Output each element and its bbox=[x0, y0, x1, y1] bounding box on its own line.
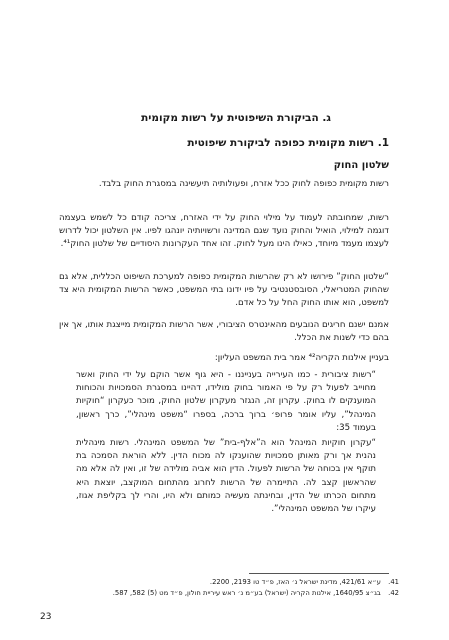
footnote-number: 41. bbox=[388, 578, 399, 586]
footnote-number: 42. bbox=[388, 589, 399, 597]
footnotes bbox=[59, 577, 399, 599]
quote-2: “עקרון חוקיות המינהל הוא ה”אלף-בית” של המשפט המינהלי. רשות מינהלית נהנית אך ורק מאותן סמכויות שהוענקו לה מכוח הדין. ללא הוראת הסמכה בת תוקף אין בכוחה של הרשות לפעול. הדין הוא אביה מולידה של זו, ואין לה אלא מה שהראשון קצב לה. התיימרה של הרשות לחרוג מהתחום המוקצב, יוצאת היא מתחום הכרתו של הדין, ובחינתה מעשיה כמותם ולא היו, והרי לך בקליפת אגוז, עיקרו של המשפט המינהלי”. bbox=[76, 438, 376, 515]
quote-1: “רשות ציבורית - כמו העירייה בענייננו - היא גוף אשר הוקם על ידי החוק ואשר מחוייב לפעול רק על פי האמור בחוק מולידו, דהיינו במסגרת הסמכויות והכוחות המוענקים לו בחוק. עקרון זה, הנגזר מעקרון שלטון החוק, מוכר כעקרון “חוקיות המינהל”, עליו אומר פרופ׳ ברוך ברכה, בספרו “משפט מינהלי”, כרך ראשון, בעמוד 35: bbox=[76, 370, 376, 433]
footnote-separator bbox=[249, 573, 389, 574]
footnote-text: בג״צ 1640/95, אילנות הקריה (ישראל) בע״מ נ׳ ראש עיריית חולון, פ״ד מט (5) 582, 587. bbox=[112, 589, 381, 597]
footnote-text: ע״א 421/61, מדינת ישראל נ׳ האז, פ״ד טו 2193, 2200. bbox=[209, 578, 381, 586]
heading-rule-of-law: שלטון החוק bbox=[333, 160, 389, 171]
footnote-41 bbox=[59, 577, 399, 588]
paragraph-3: “שלטון החוק” פירושו לא רק שהרשות המקומית כפופה למערכת השיפוט הכללית, אלא גם שהחוק המטריאלי, הסובסטנטיבי על פיו ידונו בתי המשפט, כאשר הרשות המקומית היא צד למשפט, הוא אותו החוק החל על כל אדם. bbox=[59, 272, 389, 309]
sub-title: 1. רשות מקומית כפופה לביקורת שיפוטית bbox=[187, 137, 389, 149]
paragraph-5: בעניין אילנות הקריה⁴² אמר בית המשפט העליון: bbox=[214, 353, 389, 363]
paragraph-2: רשות, שמחובתה לעמוד על מילוי החוק על ידי האזרח, צריכה קודם כל לשמש בעצמה דוגמה למילוי, הואיל והחוק נועד שגם המדינה ורשויותיה יונהגו לפיו. אין השלטון יכול לדרוש לעצמו מעמד מיוחד, כאילו הינו מעל לחוק. זהו אחד העקרונות היסודיים של שלטון החוק⁴¹. bbox=[59, 213, 389, 250]
footnote-42 bbox=[59, 588, 399, 599]
paragraph-1: רשות מקומית כפופה לחוק ככל אזרח, ופעולותיה תיעשינה במסגרת החוק בלבד. bbox=[98, 179, 389, 189]
paragraph-4: אמנם ישנם חריגים הנובעים מהאינטרס הציבורי, אשר הרשות המקומית מייצגת אותו, אך אין בהם כדי לשנות את הכלל. bbox=[59, 320, 389, 344]
page-number: 23 bbox=[40, 612, 52, 622]
section-title: ג. הביקורת השיפוטית על רשות מקומית bbox=[141, 112, 331, 124]
